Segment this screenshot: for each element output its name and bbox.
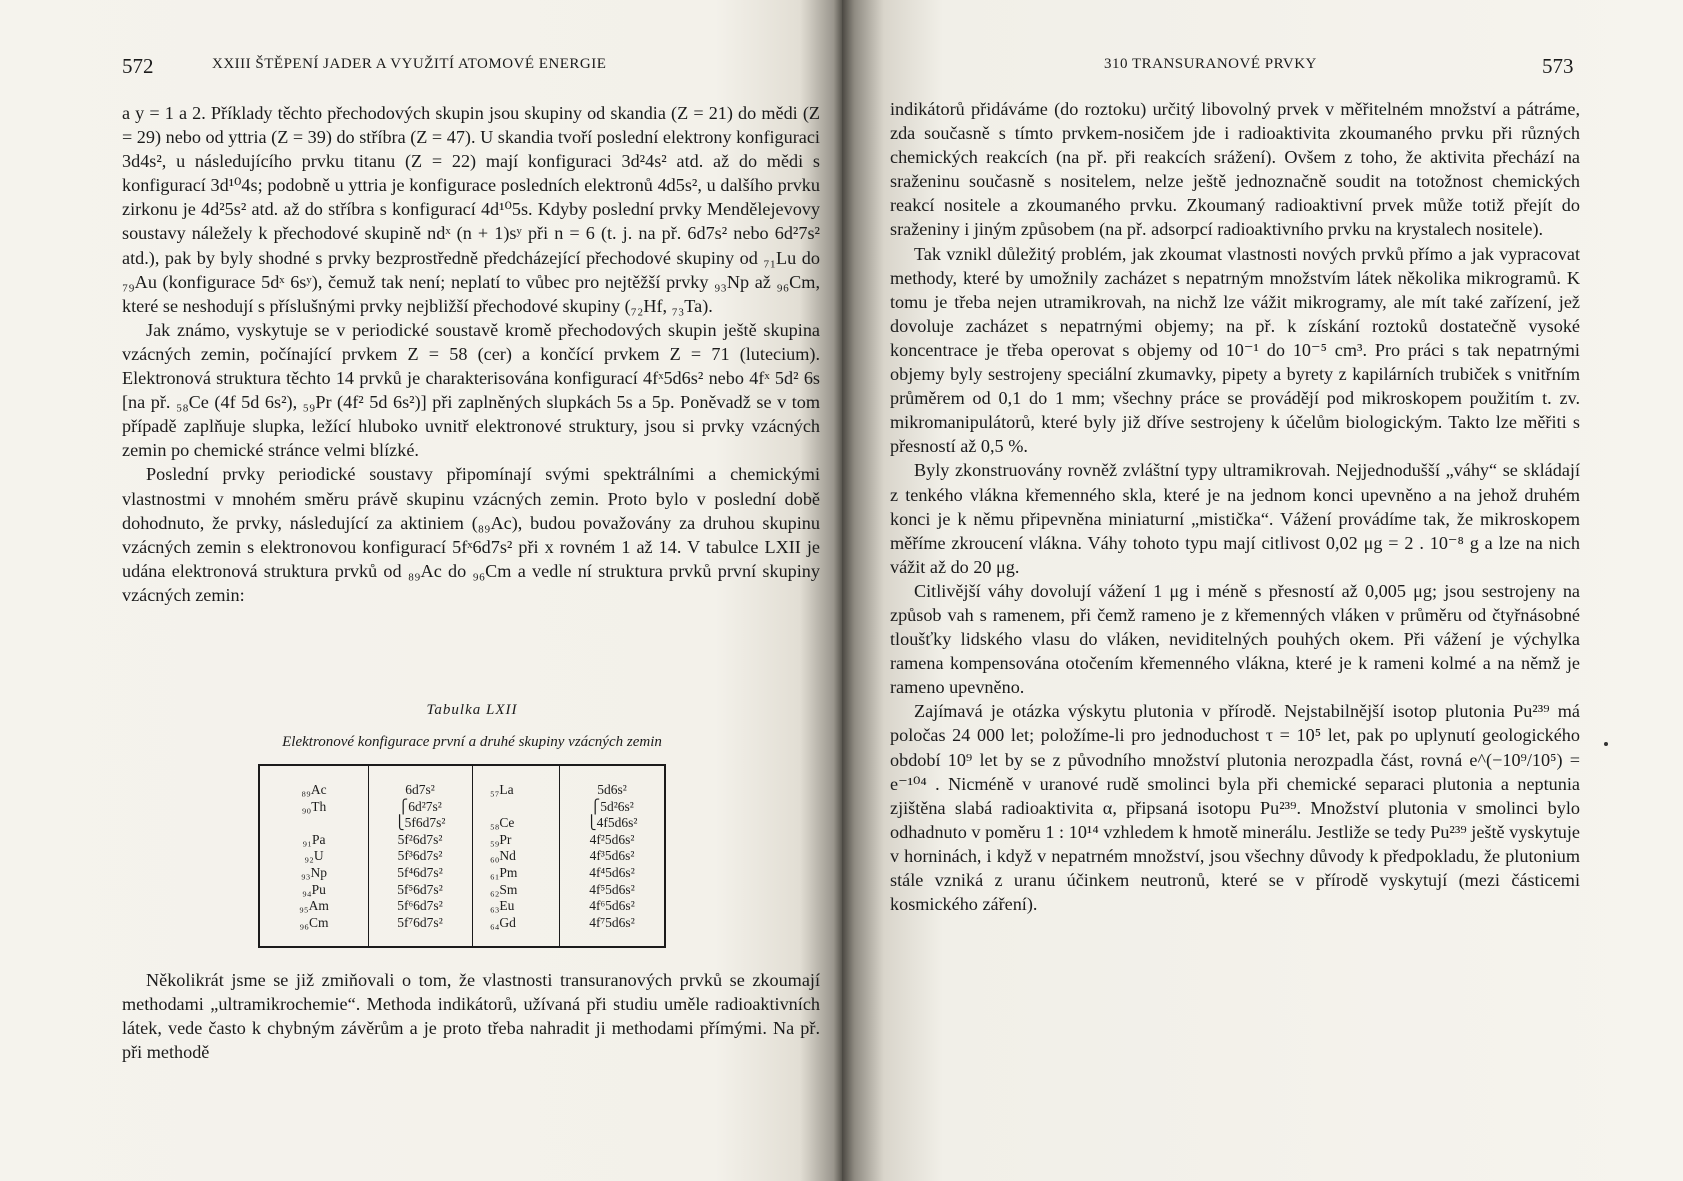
- paragraph: Několikrát jsme se již zmiňovali o tom, že vlastnosti transuranových prvků se zkoumají methodami „ultramikrochemie“. Methoda indikátorů, užívaná při studiu uměle radioaktivních látek, vede často k chybným závěrům a je proto třeba nahradit ji methodami přímými. Na př. při methodě: [122, 970, 820, 1063]
- table-column-lanthanides: [472, 766, 560, 946]
- table-cell: 5f²6d7s²: [397, 831, 443, 847]
- table-subtitle: Elektronové konfigurace první a druhé skupiny vzácných zemin: [282, 734, 662, 750]
- paragraph: Zajímavá je otázka výskytu plutonia v přírodě. Nejstabilnější isotop plutonia Pu²³⁹ má poločas 24 000 let; položíme-li pro jednoduchost τ = 10⁵ let, pak po uplynutí geologického období 10⁹ let by se z původního množství plutonia nerozpadla část, rovná e^(−10⁹/10⁵) = e⁻¹⁰⁴ . Nicméně v uranové rudě smolinci byla při chemické separaci plutonia a neptunia zjištěna slabá radioaktivita α, připsaná isotopu Pu²³⁹. Množství plutonia v smolinci bylo odhadnuto v poměru 1 : 10¹⁴ vzhledem k hmotě minerálu. Jestliže se tedy Pu²³⁹ ještě vyskytuje v horninách, i když v nepatrném množství, jsou všechny důvody k předpokladu, že plutonium stále vzniká z uranu účinkem neutronů, které se v přírodě vyskytují (mezi částicemi kosmického záření).: [890, 701, 1580, 915]
- paragraph: a y = 1 a 2. Příklady těchto přechodových skupin jsou skupiny od skandia (Z = 21) do mědi (Z = 29) nebo od yttria (Z = 39) do stříbra (Z = 47). U skandia tvoří poslední elektrony konfiguraci 3d4s², u následujícího prvku titanu (Z = 22) mají konfiguraci 3d²4s² atd. až do mědi s konfigurací 3d¹⁰4s; podobně u yttria je konfigurace posledních elektronů 4d5s², u dalšího prvku zirkonu je 4d²5s² atd. až do stříbra s konfigurací 4d¹⁰5s. Kdyby poslední prvky Mendělejevovy soustavy náležely k přechodové skupině ndˣ (n + 1)sʸ při n = 6 (t. j. na př. 6d7s² nebo 6d²7s² atd.), pak by byly shodné s prvky bezprostředně předcházející přechodové skupiny od ₇₁Lu do ₇₉Au (konfigurace 5dˣ 6sʸ), čemuž tak není; neplatí to vůbec pro nejtěžší prvky ₉₃Np až ₉₆Cm, které se neshodují s příslušnými prvky nejbližší přechodové skupiny (₇₂Hf, ₇₃Ta).: [122, 103, 820, 316]
- paragraph: Citlivější váhy dovolují vážení 1 μg i méně s přesností až 0,005 μg; jsou sestrojeny na způsob vah s ramenem, při čemž rameno je z křemenných vláken v průměru od čtyřnásobné tloušťky lidského vlasu do vláken, neviditelných pouhých okem. Při vážení je výchylka ramena kompensována otočením křemenného vlákna, které je k rameni kolmé a na němž je rameno upevněno.: [890, 580, 1580, 698]
- paragraph: Byly zkonstruovány rovněž zvláštní typy ultramikrovah. Nejjednodušší „váhy“ se skládají z tenkého vlákna křemenného skla, které je na jednom konci upevněno a na jehož druhém konci je k němu připevněna miniaturní „mistička“. Vážení provádíme tak, že mikroskopem měříme zkroucení vlákna. Váhy tohoto typu mají citlivost 0,02 μg = 2 . 10⁻⁸ g a lze na nich vážit až do 20 μg.: [890, 460, 1580, 577]
- table-cell: ₆₃Eu: [490, 898, 515, 914]
- table-cell: ₉₅Am: [299, 898, 329, 914]
- table-title: Tabulka LXII: [426, 702, 518, 718]
- table-cell: ₈₉Ac: [301, 782, 327, 797]
- table-cell: ₆₄Gd: [490, 914, 516, 930]
- left-body-text-after-table: [122, 968, 820, 1064]
- table-cell: ₅₇La: [490, 782, 514, 797]
- configuration-table: [258, 764, 666, 948]
- table-cell: ₉₃Np: [301, 864, 327, 880]
- table-cell: 5f⁶6d7s²: [397, 898, 443, 914]
- paragraph: Tak vznikl důležitý problém, jak zkoumat vlastnosti nových prvků přímo a jak vypracovat methody, které by umožnily zacházet s nepatrným množstvím látek několika mikrogramů. K tomu je třeba nejen utramikrovah, na nichž lze vážit mikrogramy, ale mít také zařízení, jež dovoluje zacházet s nepatrnými objemy; na př. k získání roztoků dostatečně vysoké koncentrace je třeba operovat s objemy od 10⁻¹ do 10⁻⁵ cm³. Pro práci s tak nepatrnými objemy byly sestrojeny speciální zkumavky, pipety a byrety z kapilárních trubiček s vnitřním průměrem od 0,1 do 1 mm; všechny práce se provádějí pod mikroskopem použitím t. zv. mikromanipulátorů, které byly již dříve sestrojeny k účelům biologickým. Takto lze měřiti s přesností až 0,5 %.: [890, 243, 1580, 457]
- table-cell: 4f³5d6s²: [589, 848, 635, 864]
- table-cell: 4f⁷5d6s²: [589, 914, 635, 930]
- table-column-actinide-config: [368, 766, 473, 946]
- table-column-actinides: [260, 766, 369, 946]
- right-body-text: [890, 97, 1580, 916]
- table-cell: 5f³6d7s²: [397, 848, 443, 864]
- right-page: [842, 0, 1683, 1181]
- running-head-right: 310 TRANSURANOVÉ PRVKY: [1104, 56, 1317, 72]
- table-cell: ₉₄Pu: [302, 881, 326, 897]
- table-cell: ⎩5f6d7s²: [394, 815, 446, 831]
- table-cell: ₉₂U: [304, 848, 324, 864]
- table-cell: ₅₈Ce: [490, 815, 515, 831]
- table-column-lanthanide-config: [560, 766, 664, 946]
- table-cell: ₅₉Pr: [490, 831, 512, 847]
- table-cell: ₆₂Sm: [490, 881, 518, 897]
- margin-speck: [1604, 742, 1608, 746]
- table-cell: 4f⁴5d6s²: [589, 864, 635, 880]
- table-cell: 4f⁶5d6s²: [589, 898, 635, 914]
- table-cell: ₉₀Th: [301, 798, 327, 814]
- paragraph: Jak známo, vyskytuje se v periodické soustavě kromě přechodových skupin ještě skupina vzácných zemin, počínající prvkem Z = 58 (cer) a končící prvkem Z = 71 (lutecium). Elektronová struktura těchto 14 prvků je charakterisována konfigurací 4fˣ5d6s² nebo 4fˣ 5d² 6s [na př. ₅₈Ce (4f 5d 6s²), ₅₉Pr (4f² 5d 6s²)] při zaplněných slupkách 5s a 5p. Poněvadž se v tom případě zaplňuje slupka, ležící hluboko uvnitř elektronové struktury, jsou si prvky vzácných zemin po chemické stránce velmi blízké.: [122, 319, 820, 461]
- table-cell: 4f²5d6s²: [589, 831, 635, 847]
- table-cell: ⎩4f5d6s²: [586, 815, 638, 831]
- table-cell: [490, 799, 559, 816]
- page-number-right: 573: [1542, 54, 1574, 78]
- table-cell: ₆₀Nd: [490, 848, 516, 864]
- running-head-left: XXIII ŠTĚPENÍ JADER A VYUŽITÍ ATOMOVÉ ENERGIE: [212, 56, 607, 72]
- table-cell: ⎧5d²6s²: [590, 798, 634, 814]
- table-cell: ₉₁Pa: [302, 831, 326, 847]
- table-cell: 5f⁴6d7s²: [397, 864, 443, 880]
- table-cell: 5d6s²: [597, 782, 627, 797]
- table-cell: 4f⁵5d6s²: [589, 881, 635, 897]
- table-cell: 5f⁷6d7s²: [397, 914, 443, 930]
- table-cell: ₉₆Cm: [299, 914, 329, 930]
- table-cell: [260, 815, 368, 832]
- paragraph: Poslední prvky periodické soustavy připomínají svými spektrálními a chemickými vlastnostmi v mnohém směru právě skupinu vzácných zemin. Proto bylo v poslední době dohodnuto, že prvky, následující za aktiniem (₈₉Ac), budou považovány za druhou skupinu vzácných zemin s elektronovou konfigurací 5fˣ6d7s² při x rovném 1 až 14. V tabulce LXII je udána elektronová struktura prvků od ₈₉Ac do ₉₆Cm a vedle ní struktura prvků první skupiny vzácných zemin:: [122, 464, 820, 605]
- left-body-text: [122, 101, 820, 607]
- page-number-left: 572: [122, 54, 154, 78]
- table-cell: 6d7s²: [405, 782, 435, 797]
- table-cell: ⎧6d²7s²: [398, 798, 442, 814]
- paragraph: indikátorů přidáváme (do roztoku) určitý libovolný prvek v měřitelném množství a pátráme, zda současně s tímto prvkem-nosičem jde i radioaktivita zkoumaného prvku při různých chemických reakcích (na př. při reakcích srážení). Ovšem z toho, že aktivita přechází na sraženinu současně s nositelem, nelze ještě jednoznačně soudit na totožnost chemických reakcí nositele a zkoumaného prvku. Zkoumaný radioaktivní prvek může totiž přejít do sraženiny i jiným způsobem (na př. adsorpcí radioaktivního prvku na krystalech nositele).: [890, 99, 1580, 240]
- table-cell: ₆₁Pm: [490, 864, 518, 880]
- table-cell: 5f⁵6d7s²: [397, 881, 443, 897]
